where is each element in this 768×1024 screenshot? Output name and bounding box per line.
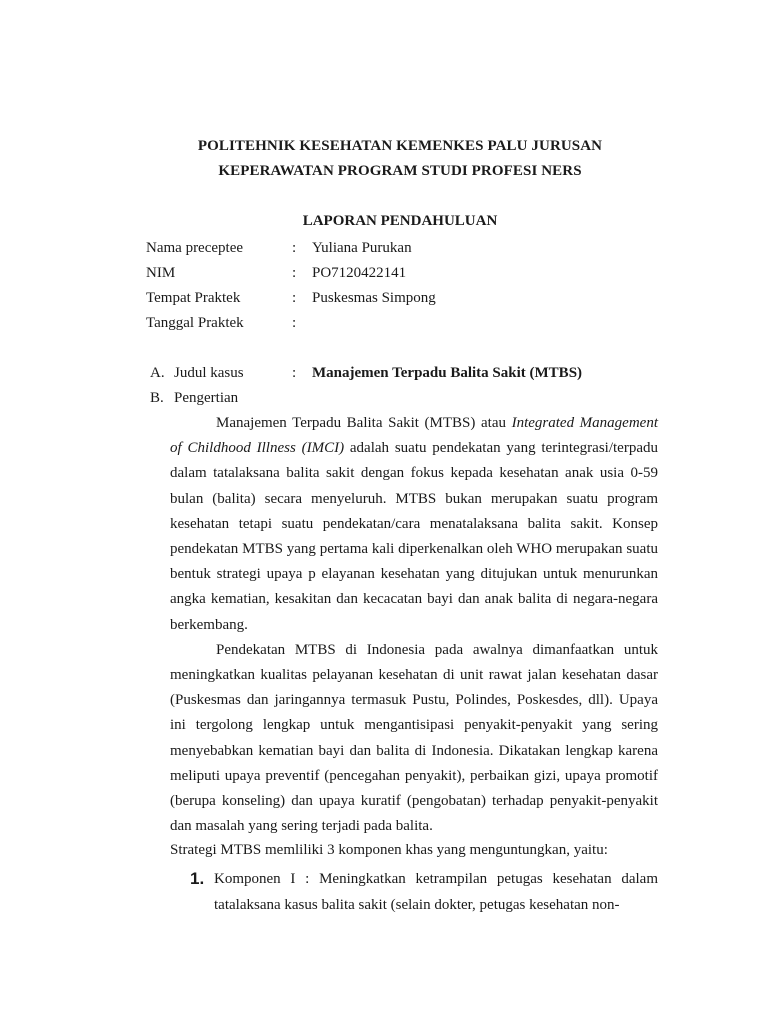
meta-row-nim	[146, 261, 626, 286]
meta-value: Puskesmas Simpong	[312, 290, 436, 306]
meta-colon: :	[292, 240, 297, 256]
meta-value: Yuliana Purukan	[312, 240, 412, 256]
section-label: Pengertian	[174, 390, 239, 406]
meta-label: Tanggal Praktek	[146, 315, 244, 331]
paragraph-1-lead: Manajemen Terpadu Balita Sakit (MTBS) atau	[216, 415, 512, 431]
paragraph-1	[170, 411, 658, 638]
imci-term: Integrated Management of Childhood Illness (IMCI)	[170, 415, 658, 457]
list-number: 1.	[190, 869, 205, 888]
meta-colon: :	[292, 315, 297, 331]
definition-body	[170, 411, 658, 839]
meta-label: Nama preceptee	[146, 240, 244, 256]
institution-title	[0, 134, 768, 184]
meta-row-name	[146, 236, 626, 261]
title-line-2: KEPERAWATAN PROGRAM STUDI PROFESI NERS	[218, 163, 582, 179]
section-label: Judul kasus	[174, 365, 244, 381]
meta-value: PO7120422141	[312, 265, 407, 281]
meta-colon: :	[292, 265, 297, 281]
section-letter: B.	[150, 390, 164, 406]
meta-colon: :	[292, 290, 297, 306]
report-title: LAPORAN PENDAHULUAN	[302, 213, 498, 229]
case-title: Manajemen Terpadu Balita Sakit (MTBS)	[312, 365, 583, 381]
section-colon: :	[292, 365, 297, 381]
section-a	[150, 361, 670, 386]
meta-row-date	[146, 311, 626, 336]
preceptee-info	[146, 236, 626, 336]
strategy-intro: Strategi MTBS memliliki 3 komponen khas yang menguntungkan, yaitu:	[170, 842, 608, 858]
section-b	[150, 386, 670, 411]
title-line-1: POLITEHNIK KESEHATAN KEMENKES PALU JURUSAN	[197, 138, 603, 154]
meta-row-place	[146, 286, 626, 311]
meta-label: Tempat Praktek	[146, 290, 241, 306]
list-item-text: Komponen I : Meningkatkan ketrampilan petugas kesehatan dalam tatalaksana kasus balita sakit (selain dokter, petugas kesehatan non-	[214, 871, 658, 913]
meta-label: NIM	[146, 265, 176, 281]
paragraph-2: Pendekatan MTBS di Indonesia pada awalnya dimanfaatkan untuk meningkatkan kualitas pelayanan kesehatan di unit rawat jalan kesehatan dasar (Puskesmas dan jaringannya termasuk Pustu, Polindes, Poskesdes, dll). Upaya ini tergolong lengkap untuk mengantisipasi penyakit-penyakit yang sering menyebabkan kematian bayi dan balita di Indonesia. Dikatakan lengkap karena meliputi upaya preventif (pencegahan penyakit), perbaikan gizi, upaya promotif (berupa konseling) dan upaya kuratif (pengobatan) terhadap penyakit-penyakit dan masalah yang sering terjadi pada balita.	[170, 641, 658, 835]
section-letter: A.	[150, 365, 165, 381]
paragraph-1-rest: adalah suatu pendekatan yang terintegrasi/terpadu dalam tatalaksana balita sakit dengan fokus kepada kesehatan anak usia 0-59 bulan (balita) secara menyeluruh. MTBS bukan merupakan suatu program kesehatan tetapi suatu pendekatan/cara menatalaksana balita sakit. Konsep pendekatan MTBS yang pertama kali diperkenalkan oleh WHO merupakan suatu bentuk strategi upaya p elayanan kesehatan yang ditujukan untuk menurunkan angka kematian, kesakitan dan kecacatan bayi dan anak balita di negara-negara berkembang.	[170, 440, 658, 633]
